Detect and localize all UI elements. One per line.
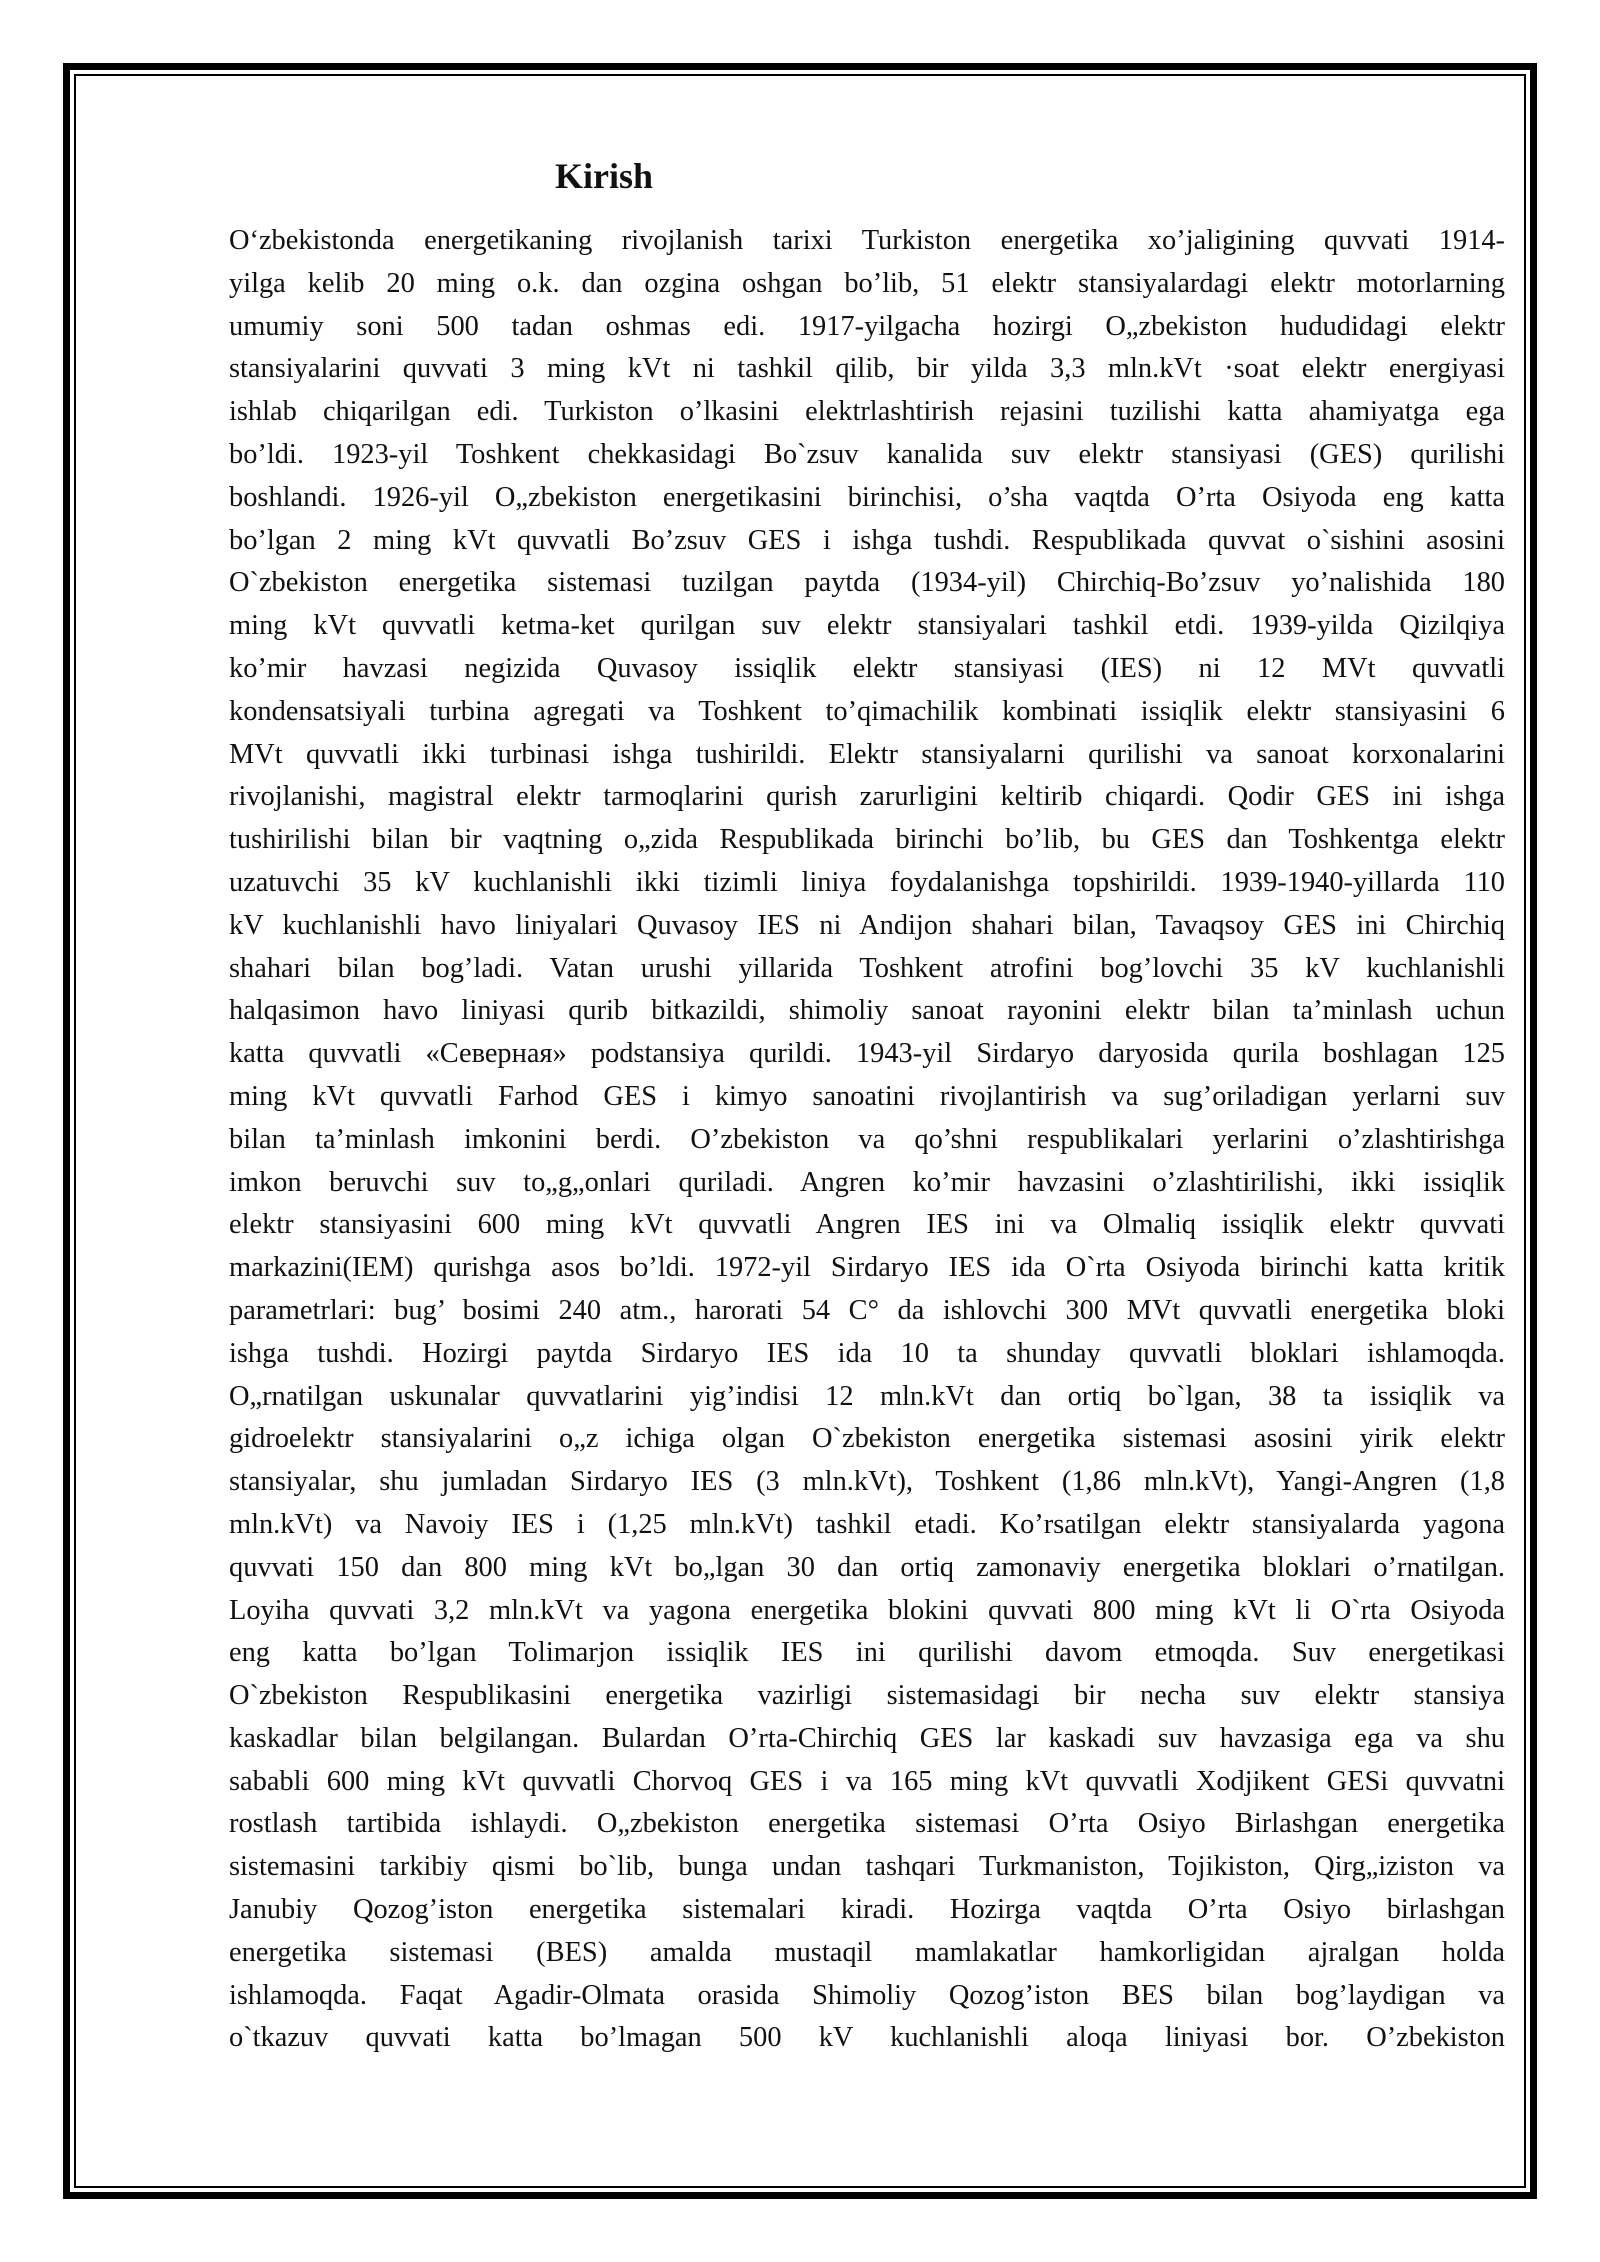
text-line: quvvati 150 dan 800 ming kVt bo„lgan 30 dan ortiq zamonaviy energetika bloklari o’rnatilgan.	[229, 1551, 1505, 1583]
text-line: sababli 600 ming kVt quvvatli Chorvoq GES i va 165 ming kVt quvvatli Xodjikent GESi quvvatni	[229, 1765, 1505, 1797]
text-line: rivojlanishi, magistral elektr tarmoqlarini qurish zarurligini keltirib chiqardi. Qodir GES ini ishga	[229, 781, 1505, 813]
text-line: energetika sistemasi (BES) amalda mustaqil mamlakatlar hamkorligidan ajralgan holda	[229, 1936, 1505, 1968]
text-line: O`zbekiston energetika sistemasi tuzilgan paytda (1934-yil) Chirchiq-Bo’zsuv yo’nalishida 180	[229, 567, 1505, 599]
text-line: markazini(IEM) qurishga asos bo’ldi. 1972-yil Sirdaryo IES ida O`rta Osiyoda birinchi katta kritik	[229, 1252, 1505, 1284]
text-line: umumiy soni 500 tadan oshmas edi. 1917-yilgacha hozirgi O„zbekiston hududidagi elektr	[229, 310, 1505, 342]
text-line: bo’ldi. 1923-yil Toshkent chekkasidagi Bo`zsuv kanalida suv elektr stansiyasi (GES) qurilishi	[229, 438, 1505, 470]
text-line: kondensatsiyali turbina agregati va Toshkent to’qimachilik kombinati issiqlik elektr stansiyasini 6	[229, 695, 1505, 727]
text-line: parametrlari: bug’ bosimi 240 atm., harorati 54 C° da ishlovchi 300 MVt quvvatli energetika bloki	[229, 1294, 1505, 1326]
text-line: boshlandi. 1926-yil O„zbekiston energetikasini birinchisi, o’sha vaqtda O’rta Osiyoda eng katta	[229, 481, 1505, 513]
text-line: bilan ta’minlash imkonini berdi. O’zbekiston va qo’shni respublikalari yerlarini o’zlashtirishga	[229, 1123, 1505, 1155]
text-line: ming kVt quvvatli Farhod GES i kimyo sanoatini rivojlantirish va sug’oriladigan yerlarni suv	[229, 1080, 1505, 1112]
text-line: rostlash tartibida ishlaydi. O„zbekiston energetika sistemasi O’rta Osiyo Birlashgan energetika	[229, 1808, 1505, 1840]
text-line: uzatuvchi 35 kV kuchlanishli ikki tizimli liniya foydalanishga topshirildi. 1939-1940-yillarda 110	[229, 866, 1505, 898]
text-line: o`tkazuv quvvati katta bo’lmagan 500 kV kuchlanishli aloqa liniyasi bor. O’zbekiston	[229, 2022, 1505, 2054]
text-line: halqasimon havo liniyasi qurib bitkazildi, shimoliy sanoat rayonini elektr bilan ta’minlash uchun	[229, 995, 1505, 1027]
text-line: shahari bilan bog’ladi. Vatan urushi yillarida Toshkent atrofini bog’lovchi 35 kV kuchlanishli	[229, 952, 1505, 984]
text-line: imkon beruvchi suv to„g„onlari quriladi. Angren ko’mir havzasini o’zlashtirilishi, ikki issiqlik	[229, 1166, 1505, 1198]
text-line: MVt quvvatli ikki turbinasi ishga tushirildi. Elektr stansiyalarni qurilishi va sanoat korxonalarini	[229, 738, 1505, 770]
text-line: yilga kelib 20 ming o.k. dan ozgina oshgan bo’lib, 51 elektr stansiyalardagi elektr motorlarning	[229, 267, 1505, 299]
text-line: eng katta bo’lgan Tolimarjon issiqlik IES ini qurilishi davom etmoqda. Suv energetikasi	[229, 1637, 1505, 1669]
text-line: ishlamoqda. Faqat Agadir-Olmata orasida Shimoliy Qozog’iston BES bilan bog’laydigan va	[229, 1979, 1505, 2011]
body-paragraph	[229, 220, 1505, 2060]
text-line: katta quvvatli «Северная» podstansiya qurildi. 1943-yil Sirdaryo daryosida qurila boshlagan 125	[229, 1038, 1505, 1070]
text-line: stansiyalar, shu jumladan Sirdaryo IES (3 mln.kVt), Toshkent (1,86 mln.kVt), Yangi-Angren (1,8	[229, 1466, 1505, 1498]
text-line: ishga tushdi. Hozirgi paytda Sirdaryo IES ida 10 ta shunday quvvatli bloklari ishlamoqda.	[229, 1337, 1505, 1369]
text-line: ishlab chiqarilgan edi. Turkiston o’lkasini elektrlashtirish rejasini tuzilishi katta ahamiyatga ega	[229, 396, 1505, 428]
text-line: kaskadlar bilan belgilangan. Bulardan O’rta-Chirchiq GES lar kaskadi suv havzasiga ega va shu	[229, 1722, 1505, 1754]
text-line: O`zbekiston Respublikasini energetika vazirligi sistemasidagi bir necha suv elektr stansiya	[229, 1680, 1505, 1712]
text-line: tushirilishi bilan bir vaqtning o„zida Respublikada birinchi bo’lib, bu GES dan Toshkentga elektr	[229, 824, 1505, 856]
text-line: Janubiy Qozog’iston energetika sistemalari kiradi. Hozirga vaqtda O’rta Osiyo birlashgan	[229, 1894, 1505, 1926]
text-line: bo’lgan 2 ming kVt quvvatli Bo’zsuv GES i ishga tushdi. Respublikada quvvat o`sishini asosini	[229, 524, 1505, 556]
text-line: gidroelektr stansiyalarini o„z ichiga olgan O`zbekiston energetika sistemasi asosini yirik elektr	[229, 1423, 1505, 1455]
text-line: mln.kVt) va Navoiy IES i (1,25 mln.kVt) tashkil etadi. Ko’rsatilgan elektr stansiyalarda yagona	[229, 1508, 1505, 1540]
page-title: Kirish	[555, 156, 654, 196]
text-line: O‘zbekistonda energetikaning rivojlanish tarixi Turkiston energetika xo’jaligining quvvati 1914-	[229, 225, 1505, 256]
text-line: ko’mir havzasi negizida Quvasoy issiqlik elektr stansiyasi (IES) ni 12 MVt quvvatli	[229, 652, 1505, 684]
text-line: kV kuchlanishli havo liniyalari Quvasoy IES ni Andijon shahari bilan, Tavaqsoy GES ini Chirchiq	[229, 909, 1505, 941]
text-line: stansiyalarini quvvati 3 ming kVt ni tashkil qilib, bir yilda 3,3 mln.kVt ·soat elektr energiyasi	[229, 353, 1505, 385]
text-line: ming kVt quvvatli ketma-ket qurilgan suv elektr stansiyalari tashkil etdi. 1939-yilda Qizilqiya	[229, 610, 1505, 642]
text-line: sistemasini tarkibiy qismi bo`lib, bunga undan tashqari Turkmaniston, Tojikiston, Qirg„iziston va	[229, 1851, 1505, 1883]
text-line: elektr stansiyasini 600 ming kVt quvvatli Angren IES ini va Olmaliq issiqlik elektr quvvati	[229, 1209, 1505, 1241]
text-line: O„rnatilgan uskunalar quvvatlarini yig’indisi 12 mln.kVt dan ortiq bo`lgan, 38 ta issiqlik va	[229, 1380, 1505, 1412]
text-line: Loyiha quvvati 3,2 mln.kVt va yagona energetika blokini quvvati 800 ming kVt li O`rta Osiyoda	[229, 1594, 1505, 1626]
